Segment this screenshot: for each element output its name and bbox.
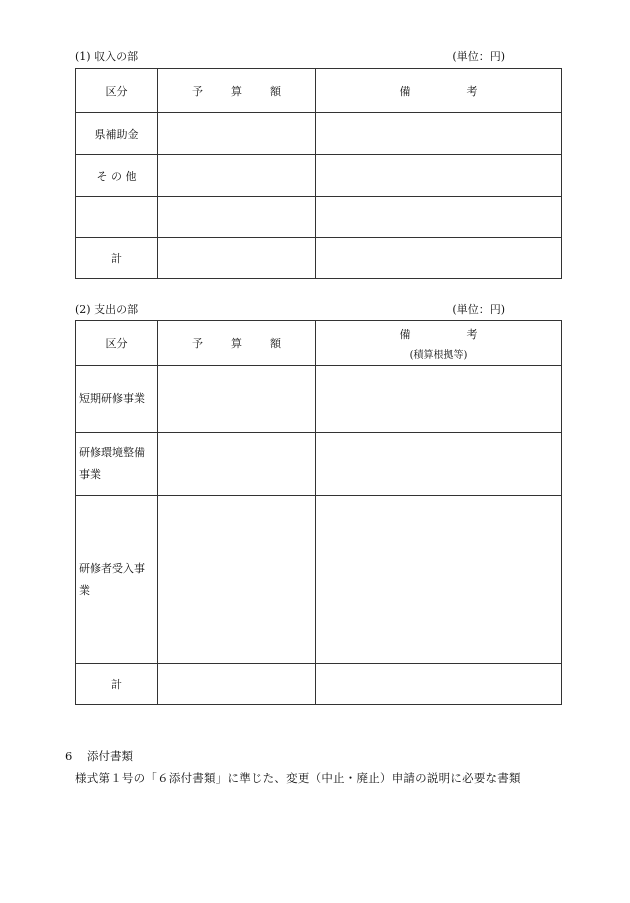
expense-header-budget: 予 算 額	[158, 321, 316, 366]
expense-header-category: 区分	[76, 321, 158, 366]
income-row-remarks-cell[interactable]	[316, 197, 562, 238]
expense-section-heading	[75, 303, 505, 317]
income-row-budget-cell[interactable]	[158, 155, 316, 197]
income-header-category: 区分	[76, 69, 158, 113]
income-section-heading	[75, 50, 505, 64]
table-row	[76, 433, 562, 496]
income-row-remarks-cell[interactable]	[316, 113, 562, 155]
income-header-budget: 予 算 額	[158, 69, 316, 113]
expense-total-budget-cell[interactable]	[158, 664, 316, 705]
expense-header-row	[76, 321, 562, 366]
expense-row-budget-cell[interactable]	[158, 433, 316, 496]
income-heading-text: (1) 収入の部	[75, 50, 139, 63]
expense-header-remarks: 備 考 (積算根拠等)	[316, 321, 562, 366]
income-row-label[interactable]	[76, 197, 158, 238]
expense-total-remarks-cell[interactable]	[316, 664, 562, 705]
income-unit-label: (単位：円)	[452, 50, 505, 63]
income-total-remarks-cell[interactable]	[316, 238, 562, 279]
expense-row-label: 短期研修事業	[76, 366, 158, 433]
attachments-number: 6	[65, 749, 73, 763]
table-row	[76, 155, 562, 197]
attachments-title: 添付書類	[87, 749, 133, 763]
income-row-remarks-cell[interactable]	[316, 155, 562, 197]
income-row-label: そ の 他	[76, 155, 158, 197]
income-row-budget-cell[interactable]	[158, 113, 316, 155]
income-header-row	[76, 69, 562, 113]
income-total-budget-cell[interactable]	[158, 238, 316, 279]
expense-row-remarks-cell[interactable]	[316, 433, 562, 496]
table-row	[76, 366, 562, 433]
expense-row-budget-cell[interactable]	[158, 366, 316, 433]
income-total-row	[76, 238, 562, 279]
income-row-budget-cell[interactable]	[158, 197, 316, 238]
table-row	[76, 113, 562, 155]
expense-table	[75, 320, 562, 705]
expense-total-row	[76, 664, 562, 705]
expense-row-remarks-cell[interactable]	[316, 496, 562, 664]
table-row	[76, 496, 562, 664]
income-row-label: 県補助金	[76, 113, 158, 155]
table-row	[76, 197, 562, 238]
expense-row-label: 研修者受入事業	[76, 496, 158, 664]
income-table	[75, 68, 562, 279]
expense-row-label: 研修環境整備事業	[76, 433, 158, 496]
attachments-description: 様式第１号の「６添付書類」に準じた、変更（中止・廃止）申請の説明に必要な書類	[75, 771, 521, 785]
expense-total-label: 計	[76, 664, 158, 705]
expense-heading-text: (2) 支出の部	[75, 303, 139, 316]
expense-unit-label: (単位：円)	[452, 303, 505, 316]
income-total-label: 計	[76, 238, 158, 279]
expense-row-budget-cell[interactable]	[158, 496, 316, 664]
expense-header-remarks-sub: (積算根拠等)	[409, 349, 468, 361]
income-header-remarks: 備 考	[316, 69, 562, 113]
attachments-heading	[65, 748, 133, 764]
expense-row-remarks-cell[interactable]	[316, 366, 562, 433]
